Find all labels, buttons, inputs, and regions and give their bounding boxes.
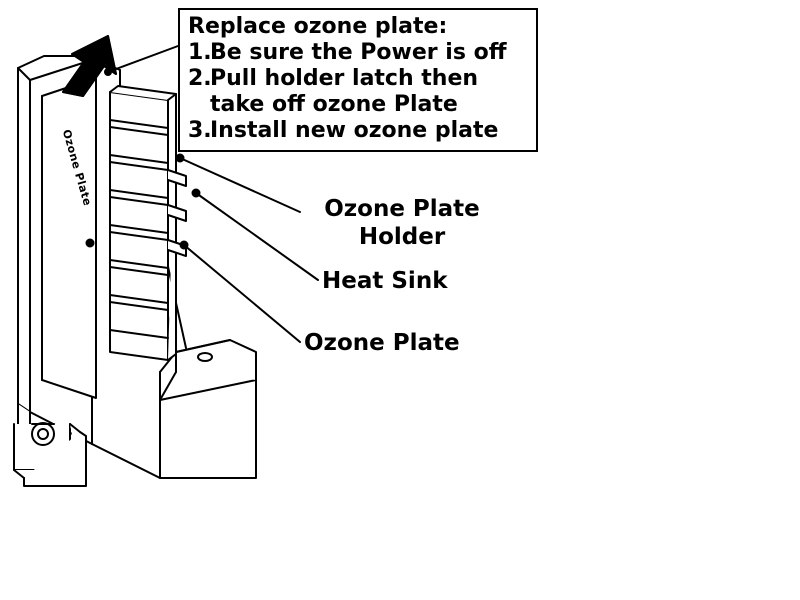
callout-ozone-plate-holder: [302, 195, 502, 251]
step-number: 3.: [188, 118, 212, 143]
plate-face-label: Ozone Plate: [59, 127, 94, 208]
instruction-step-3: [188, 118, 530, 144]
step-number: 2.: [188, 66, 212, 91]
chassis-body: [92, 340, 256, 478]
ozone-plate-holder: [110, 86, 176, 360]
step-text: Be sure the Power is off: [210, 40, 507, 65]
instruction-heading: Replace ozone plate:: [188, 14, 448, 39]
ozone-plate: [42, 78, 96, 398]
callout-heat-sink: Heat Sink: [322, 268, 448, 294]
callout-line-1: Ozone Plate: [324, 196, 480, 222]
instruction-step-2: [188, 66, 530, 118]
step-text: Pull holder latch then take off ozone Plate: [210, 66, 479, 117]
instruction-box: [178, 8, 538, 152]
callout-line-2: Holder: [358, 224, 446, 250]
step-text: Install new ozone plate: [210, 118, 499, 143]
step-number: 1.: [188, 40, 212, 65]
cabinet-base: [14, 423, 86, 486]
instruction-steps: [188, 40, 530, 144]
callout-ozone-plate: Ozone Plate: [304, 330, 460, 356]
instruction-step-1: [188, 40, 530, 66]
